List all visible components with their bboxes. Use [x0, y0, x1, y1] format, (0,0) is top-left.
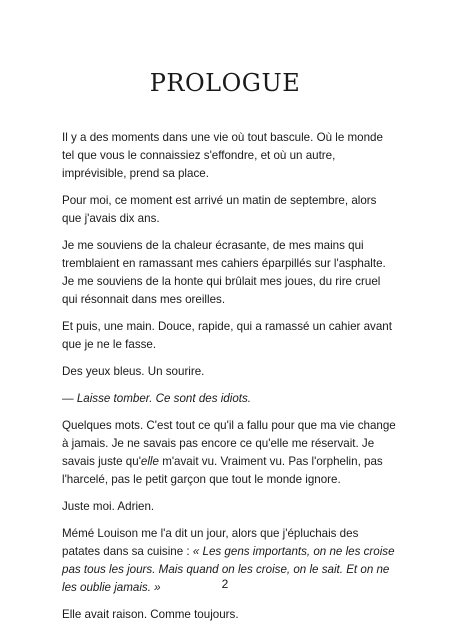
paragraph-4: Et puis, une main. Douce, rapide, qui a ramassé un cahier avant que je ne le fasse.	[62, 320, 392, 351]
paragraph-2: Pour moi, ce moment est arrivé un matin de septembre, alors que j'avais dix ans.	[62, 194, 377, 225]
paragraph-7-part-a: Quelques mots. C'est tout ce qu'il a fallu pour que ma vie change à jamais. Je ne savais pas encore ce qu'elle me réservait. Je savais juste qu'	[62, 419, 396, 468]
paragraph-9-part-a: Mémé Louison me l'a dit un jour, alors que j'épluchais des patates dans sa cuisine :	[62, 527, 359, 558]
paragraph-7-emphasis: elle	[140, 455, 159, 468]
paragraph-8: Juste moi. Adrien.	[62, 500, 155, 513]
chapter-body	[62, 129, 396, 633]
paragraph-10: Elle avait raison. Comme toujours.	[62, 608, 239, 621]
dialogue-line	[62, 390, 396, 408]
paragraph-3: Je me souviens de la chaleur écrasante, de mes mains qui tremblaient en ramassant mes cahiers éparpillés sur l'asphalte. Je me souviens de la honte qui brûlait mes joues, du rire cruel qui résonnait dans mes oreilles.	[62, 239, 386, 306]
chapter-title: PROLOGUE	[149, 69, 301, 97]
dialogue-text: — Laisse tomber. Ce sont des idiots.	[62, 392, 252, 405]
paragraph-5: Des yeux bleus. Un sourire.	[62, 365, 205, 378]
paragraph-9-quote: « Les gens importants, on ne les croise pas tous les jours. Mais quand on les croise, on le sait. Et on ne les oublie jamais. »	[62, 545, 395, 594]
paragraph-1: Il y a des moments dans une vie où tout bascule. Où le monde tel que vous le connaissiez s'effondre, et où un autre, imprévisible, prend sa place.	[62, 131, 383, 180]
paragraph-7	[62, 417, 396, 489]
paragraph-7-part-c: m'avait vu. Vraiment vu. Pas l'orphelin, pas l'harcelé, pas le petit garçon que tout le monde ignore.	[62, 455, 383, 486]
page-number: 2	[221, 577, 229, 591]
